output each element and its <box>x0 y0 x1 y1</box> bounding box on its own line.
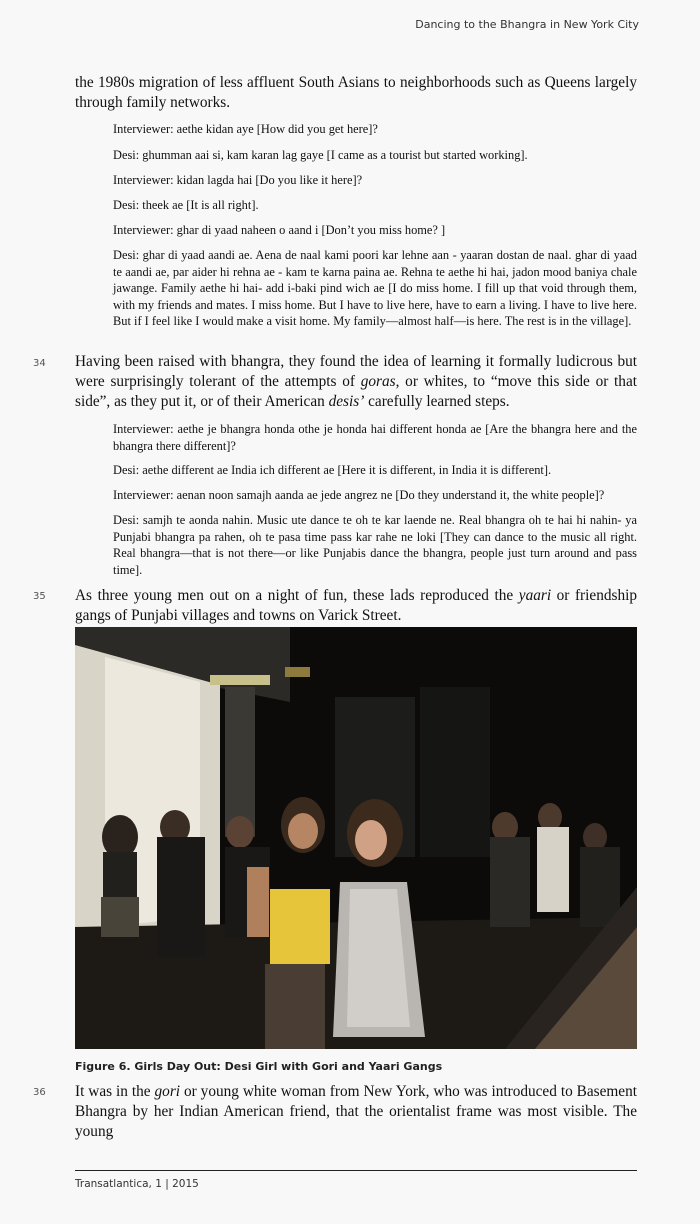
paragraph-number: 34 <box>33 358 46 369</box>
running-head: Dancing to the Bhangra in New York City <box>415 18 639 31</box>
paragraph-number: 36 <box>33 1087 46 1098</box>
interview-line: Interviewer: aenan noon samajh aanda ae jede angrez ne [Do they understand it, the white people]? <box>113 488 605 502</box>
paragraph-number: 35 <box>33 591 46 602</box>
interview-line: Interviewer: ghar di yaad naheen o aand i [Don’t you miss home? ] <box>113 223 446 237</box>
interview-line: Interviewer: aethe kidan aye [How did you get here]? <box>113 122 378 136</box>
interview-line: Desi: theek ae [It is all right]. <box>113 198 259 212</box>
interview-line: Desi: ghumman aai si, kam karan lag gaye [I came as a tourist but started working]. <box>113 148 528 162</box>
photo-illustration <box>75 627 637 1049</box>
interview-line: Interviewer: kidan lagda hai [Do you like it here]? <box>113 173 363 187</box>
figure-caption: Figure 6. Girls Day Out: Desi Girl with Gori and Yaari Gangs <box>75 1060 443 1073</box>
paragraph-36: It was in the gori or young white woman from New York, who was introduced to Basement Bhangra by her Indian American friend, that the orientalist frame was most visible. The young <box>75 1083 637 1140</box>
interview-line: Desi: samjh te aonda nahin. Music ute dance te oh te kar laende ne. Real bhangra oh te hai hi nahin- ya Punjabi bhangra pa rahen, oh te pasa time pass kar rahe ne loki [They can dance to the music all right. Real bhangra—that is not there—or like Punjabis dance the bhangra, people just turn around and pass time]. <box>113 513 637 577</box>
footer: Transatlantica, 1 | 2015 <box>75 1178 199 1190</box>
figure-photo <box>75 627 637 1049</box>
paragraph-continued: the 1980s migration of less affluent South Asians to neighborhoods such as Queens largely through family networks. <box>75 74 637 111</box>
paragraph-34: Having been raised with bhangra, they found the idea of learning it formally ludicrous but were surprisingly tolerant of the attempts of goras, or whites, to “move this side or that side”, as they put it, or of their American desis’ carefully learned steps. <box>75 353 637 410</box>
interview-line: Interviewer: aethe je bhangra honda othe je honda hai different honda ae [Are the bhangra here and the bhangra there different]? <box>113 422 637 453</box>
interview-line: Desi: aethe different ae India ich different ae [Here it is different, in India it is different]. <box>113 463 552 477</box>
interview-line: Desi: ghar di yaad aandi ae. Aena de naal kami poori kar lehne aan - yaaran dostan de naal. ghar di yaad te aandi ae, par aider hi rehna ae - kam te karna paina ae. Rehna te aethe hi hai, jadon mood baniya chale jawange. Family aethe hi hai- add i-baki pind wich ae [I do miss home. I fill up that void through them, with my friends and mates. I miss home. But I have to live here, have to earn a living. I have to live here. But if I feel like I would make a visit home. My family—almost half—is here. The rest is in the village]. <box>113 248 637 329</box>
paragraph-35: As three young men out on a night of fun, these lads reproduced the yaari or friendship gangs of Punjabi villages and towns on Varick Street. <box>75 587 637 624</box>
footer-rule <box>75 1170 637 1171</box>
